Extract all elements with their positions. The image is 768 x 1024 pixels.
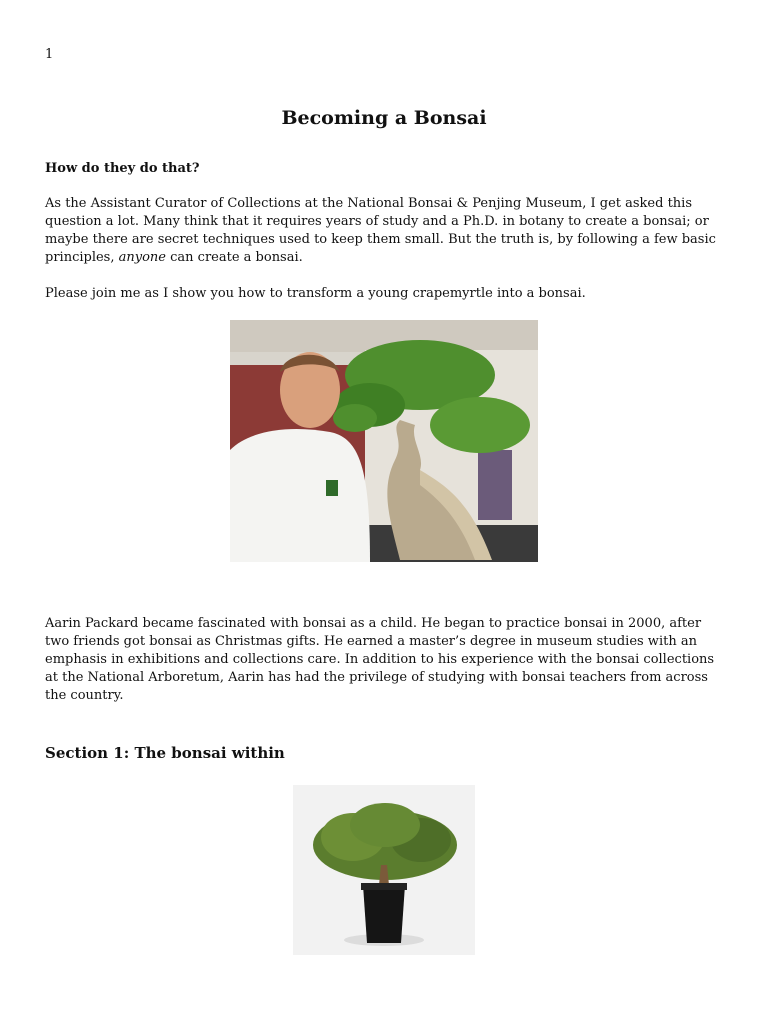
intro-emphasis: anyone bbox=[118, 250, 166, 265]
intro-text-end: can create a bonsai. bbox=[166, 250, 303, 265]
invitation-paragraph: Please join me as I show you how to transform a young crapemyrtle into a bonsai. bbox=[45, 286, 586, 301]
author-bonsai-photo bbox=[230, 320, 538, 562]
crapemyrtle-photo bbox=[293, 785, 475, 955]
author-bio-paragraph: Aarin Packard became fascinated with bonsai as a child. He began to practice bonsai in 2000, after two friends got bonsai as Christmas gifts. He earned a master’s degree in museum studies with an emphasis in exhibitions and collections care. In addition to his experience with the bonsai collections at the National Arboretum, Aarin has had the privilege of studying with bonsai teachers from across the country. bbox=[45, 616, 715, 703]
author-photo-illustration bbox=[230, 320, 538, 562]
page-number: 1 bbox=[45, 47, 54, 62]
section-heading: Section 1: The bonsai within bbox=[45, 744, 285, 762]
document-title: Becoming a Bonsai bbox=[281, 107, 487, 129]
crapemyrtle-illustration bbox=[293, 785, 475, 955]
intro-paragraph bbox=[45, 195, 725, 267]
intro-text-start: As the Assistant Curator of Collections at the National Bonsai & Penjing Museum, I get asked this question a lot. Many think that it requires years of study and a Ph.D. in botany to create a bonsai; or maybe there are secret techniques used to keep them small. But the truth is, by following a few basic principles, bbox=[45, 196, 716, 265]
subtitle: How do they do that? bbox=[45, 161, 200, 176]
